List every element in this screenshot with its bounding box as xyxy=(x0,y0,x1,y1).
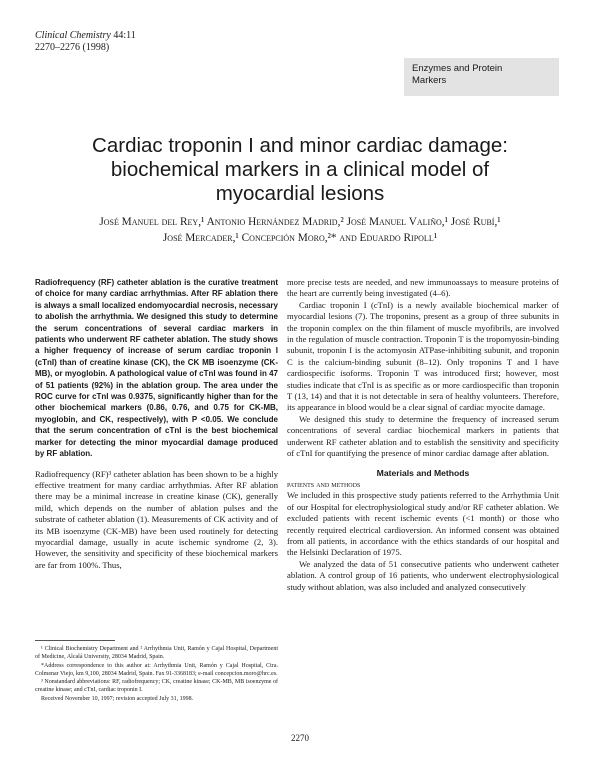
footnotes xyxy=(35,645,278,703)
authors-line2: José Mercader,¹ Concepción Moro,²* and Eduardo Ripoll¹ xyxy=(162,232,438,244)
body-paragraph-4: We included in this prospective study patients referred to the Arrhythmia Unit of our Hospital for electrophysiological study and/or RF catheter ablation. We excluded patients with recent ischemic events (<1 month) or those who recently required electrical cardioversion. An informed consent was obtained from all patients, in accordance with the ethics standards of our hospital and the Helsinki Declaration of 1975. xyxy=(287,490,559,558)
section-label-box xyxy=(404,58,559,96)
section-heading: Materials and Methods xyxy=(376,467,470,478)
title-line3: myocardial lesions xyxy=(215,182,385,205)
journal-pages-year: 2270–2276 (1998) xyxy=(35,42,110,53)
title-line2: biochemical markers in a clinical model of xyxy=(110,158,490,181)
body-paragraph-1: more precise tests are needed, and new immunoassays to measure proteins of the heart are currently being investigated (4–6). xyxy=(287,277,559,299)
footnote-correspondence: *Address correspondence to this author at: Arrhythmia Unit, Ramón y Cajal Hospital, Ctra. Colmenar Viejo, km 9,100, 28034 Madrid, Spain. Fax 91-3368183; e-mail concepcion.moro@hrc.es. xyxy=(35,662,278,677)
authors-line1: José Manuel del Rey,¹ Antonio Hernández Madrid,² José Manuel Valiño,¹ José Rubí,¹ xyxy=(99,216,501,228)
body-paragraph-5: We analyzed the data of 51 consecutive patients who underwent catheter ablation. A control group of 16 patients, who underwent electrophysiological study without ablation, was also included and analyzed consecutively xyxy=(287,558,559,592)
section-label-line2: Markers xyxy=(412,75,447,86)
intro-paragraph: Radiofrequency (RF)³ catheter ablation has been shown to be a highly effective treatment for many cardiac arrhythmias. After RF ablation there may be a minimal increase in creatine kinase (CK), generally mild, which depends on the number of ablation pulses and the substrate of catheter ablation (1). Measurements of CK activity and of its MB isoenzyme (CK-MB) have been used routinely for detecting myocardial damage, usually in acute ischemic syndrome (2, 3). However, the sensitivity and specificity of these biochemical markers are far from 100%. Thus, xyxy=(35,468,278,570)
author-list xyxy=(20,214,580,246)
footnote-affiliation: ¹ Clinical Biochemistry Department and ² Arrhythmia Unit, Ramón y Cajal Hospital, Department of Medicine, Alcalá University, 28034 Madrid, Spain. xyxy=(35,646,278,661)
left-column xyxy=(35,277,278,571)
section-label-line1: Enzymes and Protein xyxy=(412,63,503,74)
journal-name: Clinical Chemistry xyxy=(35,30,111,41)
footnote-abbreviations: ³ Nonstandard abbreviations: RF, radiofrequency; CK, creatine kinase; CK-MB, MB isoenzyme of creatine kinase; and cTnI, cardiac troponin I. xyxy=(35,679,278,694)
abstract: Radiofrequency (RF) catheter ablation is the curative treatment of choice for many cardiac arrhythmias. After RF ablation there is always a small localized endomyocardial necrosis, necessary to abolish the arrhythmia. We designed this study to determine the serum concentrations of several cardiac markers in patients who underwent RF catheter ablation. The study shows a higher frequency of increase of serum cardiac troponin I (cTnI) than of creatine kinase (CK), the CK MB isoenzyme (CK-MB), or myoglobin. A pathological value of cTnI was found in 47 of 51 patients (92%) in the ablation group. The area under the ROC curve for cTnI was 0.9375, significantly higher than for the other biochemical markers (0.86, 0.76, and 0.75 for CK-MB, myoglobin, and CK, respectively), with P <0.05. We conclude that the serum concentration of cTnI is the best biochemical marker for detecting the minor myocardial damage produced by RF ablation. xyxy=(35,278,278,459)
subsection-heading: patients and methods xyxy=(287,479,361,489)
footnote-received: Received November 10, 1997; revision accepted July 31, 1998. xyxy=(41,695,194,702)
journal-citation xyxy=(35,30,136,54)
body-paragraph-3: We designed this study to determine the frequency of increased serum concentrations of several cardiac biochemical markers in patients that underwent RF catheter ablation and to establish the sensitivity and specificity of cTnI for quantifying the presence of minor cardiac damage after ablation. xyxy=(287,413,559,459)
right-column xyxy=(287,277,559,593)
page-number: 2270 xyxy=(291,733,309,743)
paper-title xyxy=(20,134,580,206)
footnote-rule xyxy=(35,640,115,641)
title-line1: Cardiac troponin I and minor cardiac damage: xyxy=(92,134,508,157)
body-paragraph-2: Cardiac troponin I (cTnI) is a newly available biochemical marker of myocardial lesions (7). The troponins, present as a group of three subunits in the troponin complex on the thin filament of muscle myofibrils, are involved in the regulation of muscle contraction. Troponin T is the tropomyosin-binding subunit, troponin I is the actomyosin ATPase-inhibiting subunit, and troponin C is the calcium-binding subunit (8–12). Only troponins T and I have cardiospecific isoforms. Troponin T was introduced first; however, most studies indicate that cTnI is as specific as or more cardiospecific than troponin T (13, 14) and that it is not detectable in sera of healthy volunteers. Therefore, its appearance in blood would be a clear signal of cardiac myocite damage. xyxy=(287,299,559,413)
journal-volume: 44:11 xyxy=(113,30,136,41)
